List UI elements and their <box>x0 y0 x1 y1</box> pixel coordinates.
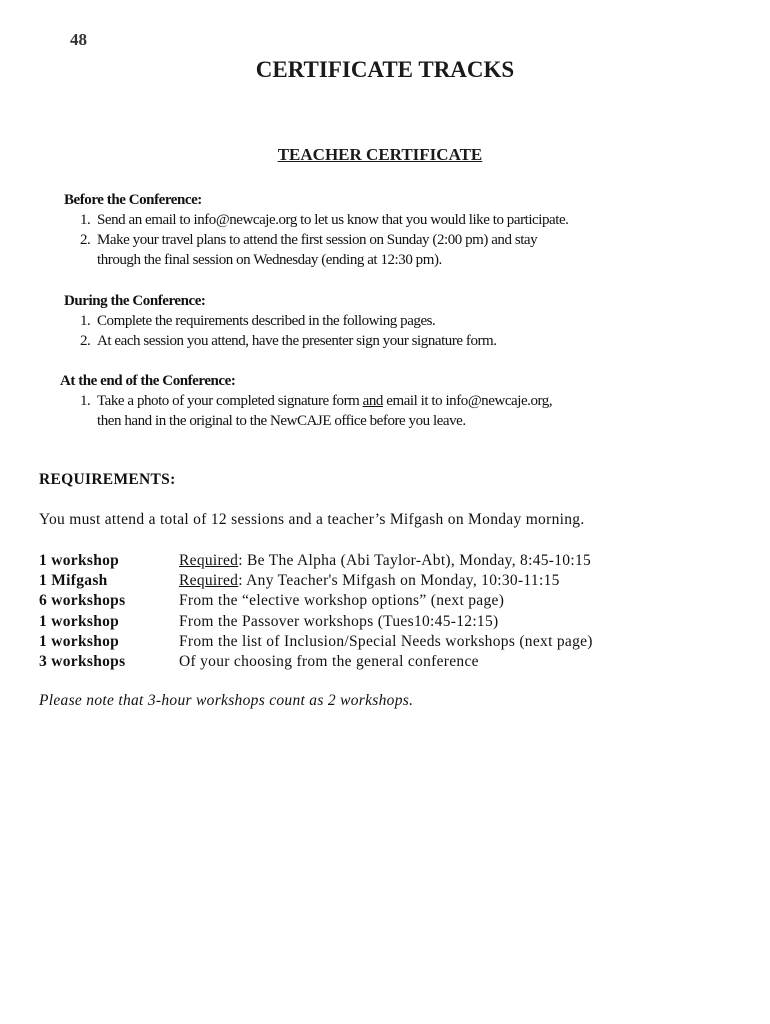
during-conference-heading: During the Conference: <box>64 293 206 309</box>
requirements-intro: You must attend a total of 12 sessions and a teacher’s Mifgash on Monday morning. <box>39 511 585 528</box>
list-item <box>80 230 568 270</box>
requirement-count: 3 workshops <box>39 653 126 671</box>
before-conference-heading: Before the Conference: <box>64 192 202 208</box>
requirements-table <box>39 551 593 672</box>
requirement-description: From the Passover workshops (Tues10:45-12:15) <box>179 612 499 630</box>
item-text: Complete the requirements described in the following pages. <box>97 313 436 329</box>
item-text: At each session you attend, have the presenter sign your signature form. <box>97 333 497 349</box>
requirement-text: : Any Teacher's Mifgash on Monday, 10:30-11:15 <box>238 572 560 590</box>
requirement-description: Of your choosing from the general conference <box>179 653 479 671</box>
requirement-count: 1 workshop <box>39 632 120 650</box>
requirement-description: From the list of Inclusion/Special Needs workshops (next page) <box>179 632 593 650</box>
item-number: 1. <box>80 393 91 409</box>
table-row <box>39 591 593 611</box>
item-text-line: Make your travel plans to attend the first session on Sunday (2:00 pm) and stay <box>97 232 538 248</box>
item-number: 2. <box>80 232 91 248</box>
table-row <box>39 632 593 652</box>
page-title: CERTIFICATE TRACKS <box>255 57 515 82</box>
requirement-count: 1 workshop <box>39 552 120 569</box>
requirement-text: : Be The Alpha (Abi Taylor-Abt), Monday, 8:45-10:15 <box>238 552 592 569</box>
requirement-count: 1 workshop <box>39 612 120 630</box>
required-label: Required <box>179 572 239 590</box>
item-number: 1. <box>80 313 91 329</box>
requirement-description: From the “elective workshop options” (next page) <box>179 592 505 610</box>
required-label: Required <box>179 552 239 569</box>
table-row <box>39 612 593 632</box>
item-text <box>97 230 537 270</box>
table-row <box>39 571 593 591</box>
end-conference-section <box>60 371 552 431</box>
before-conference-section <box>64 190 568 270</box>
workshop-note: Please note that 3-hour workshops count as 2 workshops. <box>39 692 414 709</box>
item-number: 1. <box>80 212 91 228</box>
requirement-description <box>179 571 560 591</box>
during-conference-section <box>64 291 497 351</box>
page-number: 48 <box>70 30 87 49</box>
requirement-description <box>179 551 591 571</box>
requirement-count: 1 Mifgash <box>39 572 108 590</box>
item-text-part: Take a photo of your completed signature form <box>97 393 363 409</box>
item-number: 2. <box>80 333 91 349</box>
item-text: Send an email to info@newcaje.org to let us know that you would like to participate. <box>97 212 569 228</box>
requirements-heading: REQUIREMENTS: <box>39 471 176 488</box>
item-text-line: then hand in the original to the NewCAJE office before you leave. <box>97 413 466 429</box>
list-item <box>80 210 568 230</box>
item-text-line: through the final session on Wednesday (ending at 12:30 pm). <box>97 252 442 268</box>
end-conference-heading: At the end of the Conference: <box>60 373 236 389</box>
section-subtitle: TEACHER CERTIFICATE <box>277 145 483 164</box>
table-row <box>39 652 593 672</box>
item-text-part: email it to info@newcaje.org, <box>382 393 553 409</box>
list-item <box>80 391 552 431</box>
table-row <box>39 551 593 571</box>
requirement-count: 6 workshops <box>39 592 126 610</box>
item-text <box>97 391 552 431</box>
list-item <box>80 311 497 331</box>
list-item <box>80 331 497 351</box>
underlined-word: and <box>362 393 383 409</box>
